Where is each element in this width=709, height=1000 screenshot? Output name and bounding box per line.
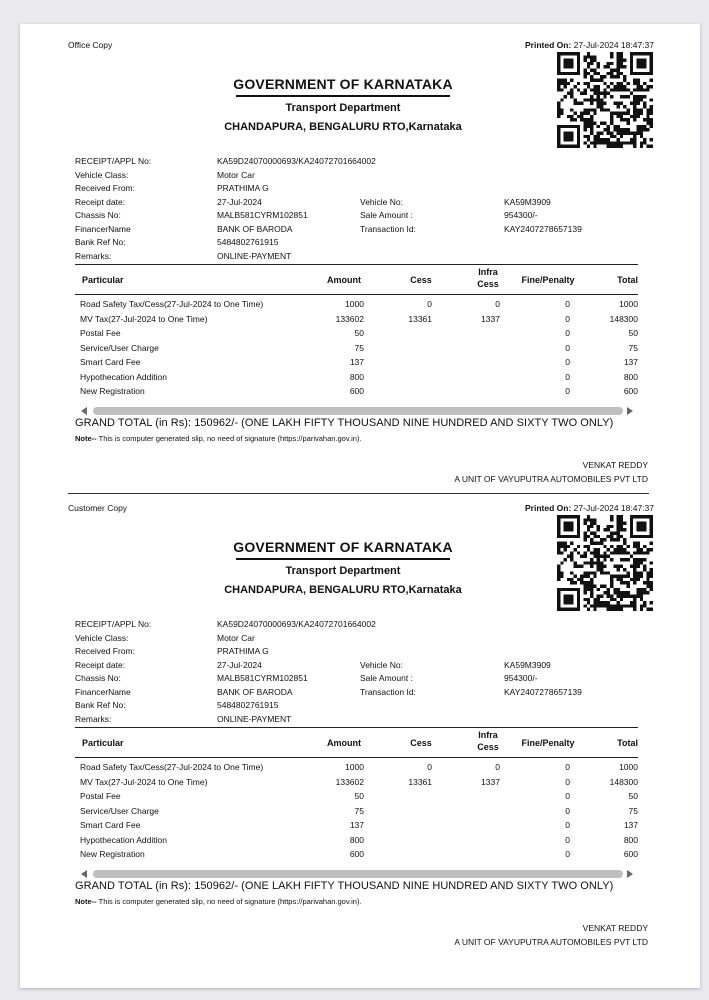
table-cell: 0	[565, 386, 570, 396]
field-label: Bank Ref No:	[75, 237, 126, 247]
table-top-rule	[75, 727, 638, 728]
table-cell	[460, 326, 500, 341]
printed-on	[525, 503, 654, 513]
field-value: 5484802761915	[217, 700, 279, 710]
field-label: Transaction Id:	[360, 686, 416, 697]
table-cell: Hypothecation Addition	[80, 371, 167, 382]
table-cell: 0	[565, 791, 570, 801]
field-label: Bank Ref No:	[75, 700, 126, 710]
note	[75, 434, 362, 443]
col-fine-penalty	[540, 297, 570, 399]
table-cell: 600	[623, 849, 638, 859]
table-cell: 0	[565, 299, 570, 309]
table-cell: 133602	[335, 776, 364, 787]
header-particular: Particular	[82, 738, 124, 748]
header-amount: Amount	[327, 738, 361, 748]
scrollbar-thumb[interactable]	[93, 407, 623, 415]
table-cell	[390, 326, 432, 341]
field-label: Remarks:	[75, 250, 112, 261]
table-cell: 1337	[481, 776, 500, 787]
company-name: A UNIT OF VAYUPUTRA AUTOMOBILES PVT LTD	[454, 937, 648, 947]
field-label: Sale Amount :	[360, 210, 413, 220]
table-horizontal-scrollbar[interactable]	[75, 868, 635, 880]
table-cell: 148300	[609, 776, 638, 787]
grand-total: GRAND TOTAL (in Rs): 150962/- (ONE LAKH FIFTY THOUSAND NINE HUNDRED AND SIXTY TWO ONLY)	[75, 880, 614, 892]
field-value: 27-Jul-2024	[217, 196, 262, 207]
qr-code-icon	[557, 52, 653, 148]
field-label: Vehicle No:	[360, 196, 403, 207]
field-value: 954300/-	[504, 210, 538, 220]
table-cell	[390, 833, 432, 848]
field-label: Remarks:	[75, 713, 112, 724]
table-cell: New Registration	[80, 849, 145, 859]
table-cell: 1000	[345, 762, 364, 772]
field-value: MALB581CYRM102851	[217, 210, 308, 220]
table-cell: 13361	[408, 313, 432, 324]
header-fine-penalty: Fine/Penalty	[521, 738, 575, 748]
printed-on-label: Printed On:	[525, 503, 572, 513]
field-value: KA59M3909	[504, 659, 551, 670]
field-value: KA59D24070000693/KA24072701664002	[217, 156, 376, 166]
note-label: Note--	[75, 434, 97, 443]
field-label: RECEIPT/APPL No:	[75, 156, 152, 166]
header-particular: Particular	[82, 275, 124, 285]
signatory-name: VENKAT REDDY	[582, 460, 648, 470]
table-cell: 0	[565, 849, 570, 859]
table-cell: 75	[354, 805, 364, 816]
field-value: 27-Jul-2024	[217, 659, 262, 670]
table-cell	[390, 847, 432, 862]
field-label: FinancerName	[75, 223, 131, 234]
field-value: MALB581CYRM102851	[217, 673, 308, 683]
table-cell: 800	[349, 371, 364, 382]
table-cell: 137	[349, 820, 364, 830]
rto-title: CHANDAPURA, BENGALURU RTO,Karnataka	[224, 584, 462, 596]
table-cell: 600	[349, 386, 364, 396]
table-cell: 0	[427, 762, 432, 772]
field-value: KAY2407278657139	[504, 686, 582, 697]
col-amount	[320, 760, 364, 862]
header-bottom-rule	[75, 757, 638, 758]
table-cell	[460, 355, 500, 370]
header-amount: Amount	[327, 275, 361, 285]
table-cell: 800	[349, 834, 364, 845]
field-label: Chassis No:	[75, 210, 121, 220]
table-cell: 148300	[609, 313, 638, 324]
copy-label: Office Copy	[68, 40, 113, 50]
printed-on	[525, 40, 654, 50]
field-value: 5484802761915	[217, 237, 279, 247]
table-cell: 1000	[619, 299, 638, 309]
table-cell: 0	[565, 762, 570, 772]
rto-title: CHANDAPURA, BENGALURU RTO,Karnataka	[224, 121, 462, 133]
printed-on-value: 27-Jul-2024 18:47:37	[573, 503, 654, 513]
field-labels-left	[75, 618, 151, 726]
field-value: BANK OF BARODA	[217, 223, 293, 234]
scroll-right-arrow-icon[interactable]	[627, 407, 633, 415]
table-cell: 0	[495, 762, 500, 772]
table-cell: 0	[565, 805, 570, 816]
table-cell: Hypothecation Addition	[80, 834, 167, 845]
table-cell: 75	[628, 342, 638, 353]
field-value: ONLINE-PAYMENT	[217, 713, 292, 724]
field-values-right	[504, 196, 582, 237]
field-label: FinancerName	[75, 686, 131, 697]
col-infra-cess	[460, 760, 500, 862]
table-cell	[460, 384, 500, 399]
table-cell: 0	[565, 328, 570, 338]
table-cell: 600	[623, 386, 638, 396]
office-copy	[20, 24, 700, 489]
field-label: Chassis No:	[75, 673, 121, 683]
col-fine-penalty	[540, 760, 570, 862]
table-cell: 0	[495, 299, 500, 309]
table-cell: MV Tax(27-Jul-2024 to One Time)	[80, 313, 208, 324]
field-value: BANK OF BARODA	[217, 686, 293, 697]
copy-label: Customer Copy	[68, 503, 128, 513]
government-title: GOVERNMENT OF KARNATAKA	[233, 539, 453, 555]
header-infra-cess: Infra Cess	[477, 730, 499, 752]
table-cell: Postal Fee	[80, 791, 121, 801]
field-value: ONLINE-PAYMENT	[217, 250, 292, 261]
note-text: This is computer generated slip, no need of signature (https://parivahan.gov.in).	[96, 897, 362, 906]
table-cell	[460, 804, 500, 819]
table-cell: Service/User Charge	[80, 805, 159, 816]
receipt-page	[20, 24, 700, 988]
col-total	[600, 760, 638, 862]
table-top-rule	[75, 264, 638, 265]
note-label: Note--	[75, 897, 97, 906]
table-cell: MV Tax(27-Jul-2024 to One Time)	[80, 776, 208, 787]
table-cell	[390, 818, 432, 833]
table-cell	[460, 833, 500, 848]
field-labels-right	[360, 196, 416, 237]
field-labels-right	[360, 659, 416, 700]
field-value: KAY2407278657139	[504, 223, 582, 234]
col-amount	[320, 297, 364, 399]
col-total	[600, 297, 638, 399]
table-cell: 133602	[335, 313, 364, 324]
table-cell	[460, 370, 500, 385]
header-cess: Cess	[410, 738, 432, 748]
scrollbar-thumb[interactable]	[93, 870, 623, 878]
government-title: GOVERNMENT OF KARNATAKA	[233, 76, 453, 92]
printed-on-label: Printed On:	[525, 40, 572, 50]
table-cell: 137	[623, 357, 638, 367]
field-value: Motor Car	[217, 169, 255, 180]
table-cell	[390, 341, 432, 356]
table-cell: 1000	[619, 762, 638, 772]
qr-code-icon	[557, 515, 653, 611]
table-cell: 75	[354, 342, 364, 353]
table-cell: 50	[354, 328, 364, 338]
field-value: Motor Car	[217, 632, 255, 643]
field-value: PRATHIMA G	[217, 646, 269, 656]
table-cell: New Registration	[80, 386, 145, 396]
table-cell: 50	[354, 791, 364, 801]
table-cell	[390, 370, 432, 385]
table-cell: Road Safety Tax/Cess(27-Jul-2024 to One Time)	[80, 299, 264, 309]
table-cell: 0	[565, 820, 570, 830]
field-labels-left	[75, 155, 151, 263]
scroll-right-arrow-icon[interactable]	[627, 870, 633, 878]
header-total: Total	[617, 738, 638, 748]
company-name: A UNIT OF VAYUPUTRA AUTOMOBILES PVT LTD	[454, 474, 648, 484]
table-cell	[390, 355, 432, 370]
field-label: Transaction Id:	[360, 223, 416, 234]
table-cell	[390, 804, 432, 819]
table-cell: 0	[565, 342, 570, 353]
table-cell: 50	[628, 328, 638, 338]
table-cell: 1337	[481, 313, 500, 324]
grand-total: GRAND TOTAL (in Rs): 150962/- (ONE LAKH FIFTY THOUSAND NINE HUNDRED AND SIXTY TWO ONLY)	[75, 417, 614, 429]
col-infra-cess	[460, 297, 500, 399]
department-title: Transport Department	[285, 565, 401, 577]
signatory-name: VENKAT REDDY	[582, 923, 648, 933]
col-cess	[390, 760, 432, 862]
field-label: Vehicle No:	[360, 659, 403, 670]
table-cell: 0	[565, 834, 570, 845]
field-label: Sale Amount :	[360, 673, 413, 683]
table-cell: 0	[565, 357, 570, 367]
field-value: KA59M3909	[504, 196, 551, 207]
table-cell	[460, 847, 500, 862]
table-cell	[390, 789, 432, 804]
field-values-right	[504, 659, 582, 700]
field-values-left	[217, 618, 376, 726]
table-cell	[460, 818, 500, 833]
col-particular	[80, 297, 263, 399]
table-cell: 13361	[408, 776, 432, 787]
table-cell: 600	[349, 849, 364, 859]
table-cell: 50	[628, 791, 638, 801]
customer-copy	[20, 487, 700, 952]
table-cell: 0	[565, 776, 570, 787]
header-fine-penalty: Fine/Penalty	[521, 275, 575, 285]
table-cell: 800	[623, 834, 638, 845]
table-cell: 0	[427, 299, 432, 309]
field-value: PRATHIMA G	[217, 183, 269, 193]
field-label: Vehicle Class:	[75, 169, 129, 180]
field-values-left	[217, 155, 376, 263]
note-text: This is computer generated slip, no need of signature (https://parivahan.gov.in).	[96, 434, 362, 443]
table-cell: Road Safety Tax/Cess(27-Jul-2024 to One Time)	[80, 762, 264, 772]
table-cell	[460, 789, 500, 804]
field-label: Received From:	[75, 183, 135, 193]
table-cell	[460, 341, 500, 356]
title-underline	[236, 95, 450, 97]
field-label: Receipt date:	[75, 659, 126, 670]
field-value: KA59D24070000693/KA24072701664002	[217, 619, 376, 629]
table-cell: 1000	[345, 299, 364, 309]
table-cell: 0	[565, 313, 570, 324]
col-particular	[80, 760, 263, 862]
note	[75, 897, 362, 906]
field-label: Receipt date:	[75, 196, 126, 207]
header-infra-cess: Infra Cess	[477, 267, 499, 289]
table-cell: Service/User Charge	[80, 342, 159, 353]
header-total: Total	[617, 275, 638, 285]
field-value: 954300/-	[504, 673, 538, 683]
table-cell: 75	[628, 805, 638, 816]
table-cell: 137	[623, 820, 638, 830]
field-label: RECEIPT/APPL No:	[75, 619, 152, 629]
table-cell: 800	[623, 371, 638, 382]
printed-on-value: 27-Jul-2024 18:47:37	[573, 40, 654, 50]
scroll-left-arrow-icon[interactable]	[81, 407, 87, 415]
field-label: Received From:	[75, 646, 135, 656]
table-cell	[390, 384, 432, 399]
table-cell: Postal Fee	[80, 328, 121, 338]
table-cell: 0	[565, 371, 570, 382]
table-cell: 137	[349, 357, 364, 367]
col-cess	[390, 297, 432, 399]
title-underline	[236, 558, 450, 560]
header-bottom-rule	[75, 294, 638, 295]
field-label: Vehicle Class:	[75, 632, 129, 643]
table-cell: Smart Card Fee	[80, 357, 141, 367]
table-cell: Smart Card Fee	[80, 820, 141, 830]
scroll-left-arrow-icon[interactable]	[81, 870, 87, 878]
header-cess: Cess	[410, 275, 432, 285]
department-title: Transport Department	[285, 102, 401, 114]
table-horizontal-scrollbar[interactable]	[75, 405, 635, 417]
